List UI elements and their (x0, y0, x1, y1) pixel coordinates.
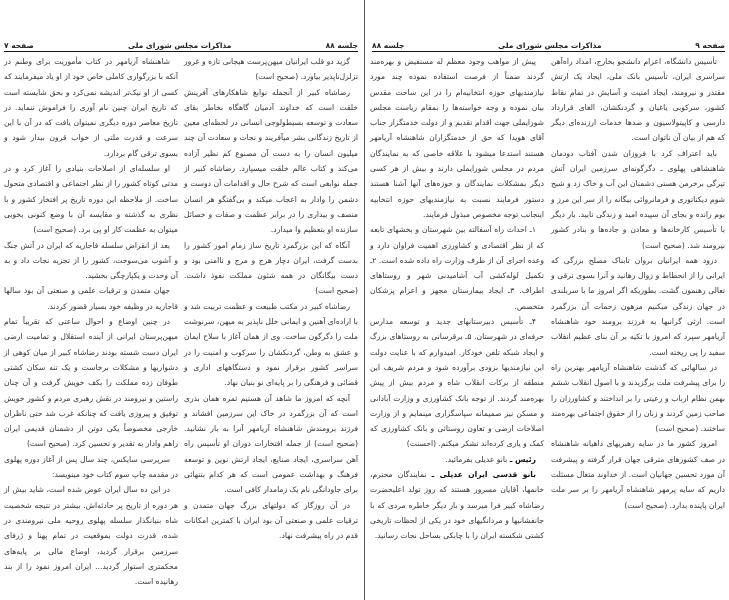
paragraph-text: در این ده سال ایران عوض شده است، شاید بیش از هر دوره از تاریخ پر حادثه‌اش. بیشتر در نتیجه شخصیت شاه بنیانگذار سلسله پهلوی روحیه ملی نیرومندی در شده، قدرت دولت بموقعیت در تمام پهنا و ژرفای سرزمین برقرار گردید، اوضاع مالی بر پایه‌های محکمتری استوار گردید... ایران امروز نمود را از بند رهانیده است. (4, 485, 178, 587)
paragraph (551, 253, 725, 360)
paragraph (4, 452, 178, 483)
paragraph (370, 467, 544, 543)
publication-title: مذاکرات مجلس شورای ملی (498, 41, 602, 50)
right-page (368, 0, 729, 600)
paragraph-text: نمایندگان محترم، خانمها، آقایان مسرور هستند که روز تولد اعلیحضرت رضاشاه کبیر فرا میرسد و بار دیگر خاطره مردی که با جانفشانیها و مردانگیهای خود در یکی از لحظات تاریخی کشتی شکسته ایران را با چابکی بساحل نجات رسانید. (370, 470, 544, 541)
speaker-name: رئیس ـ (509, 454, 536, 464)
paragraph-text: بانو عدیلی بفرمائید. (445, 454, 508, 464)
text-column-right (184, 54, 358, 544)
paragraph-text: در آن روزگار که دولتهای بزرگ جهان متمدن و ترقیات علمی و صنعتی آن بود ایران با کمترین امکانات قدم در راه پیشرفت نهاد. (184, 500, 358, 541)
text-column-left (4, 54, 178, 589)
paragraph-text: در چنین اوضاع و احوال ساعتی که تقریباً تمام میهن‌پرستان ایرانی از آینده استقلال و تمامیت ارضی ایران دست شسته بودند رضاشاه کبیر از میان کوهی از دشواریها و مشکلات برخاست و یک تنه سکان کشتی طوفان زده مملکت را بکف خویش گرفت و آن چنان راستین و نیرومند در نقش رهبری مردم و کشور خویش توفیق و پیروزی یافت که چنانکه غرب شد حتی ناظران خارجی مخصوصاً یکی دوتن از دشمنان قدیمی ایران راهم وادار به تقدیر و تحسین کرد. (صحیح است) (4, 317, 178, 449)
paragraph-text: امروز کشور ما در سایه رهبریهای داهیانه شاهنشاه در صف کشورهای مترقی جهان قرار گرفته و پیشرفت آن مورد تحسین جهانیان است. از خداوند متعال مسئلت داریم که سایه پرمهر شاهنشاه آریامهر را بر سر ملت ایران پاینده بدارد. (صحیح است) (551, 439, 725, 510)
paragraph (184, 498, 358, 544)
paragraph-text: سرپرسی سایکس، چند سال پس از آغاز دوره پهلوی در مقدمه چاپ سوم کتاب خود مینویسد: (4, 454, 178, 480)
paragraph (4, 238, 178, 284)
paragraph (370, 54, 544, 222)
paragraph (4, 314, 178, 452)
paragraph (551, 146, 725, 253)
paragraph-text: درود همه ایرانیان بروان تابناک مصلح بزرگی که ایرانی را از انحطاط و زوال رهانید و آنرا بسوی ترقی و تعالی رهنمون گشت. بطوریکه اگر امروز ما با سربلندی در جهان زندگی میکنیم مرهون زحمات آن بزرگمرد است. ارثی گرانبها به فرزند برومند خود شاهنشاه آریامهر سپرد که امروز با تکیه بر آن بنای عظیم انقلاب سفید را پی ریخته است. (551, 255, 725, 357)
paragraph (370, 222, 544, 314)
paragraph (184, 299, 358, 391)
paragraph-text: پیش از مواهب وجود معظم له مستفیض و بهره‌مند گردند ضمناً از فرصت استفاده نموده چند مورد نیازمندیهای حوزه انتخابیه‌ام را در این ساحت مقدس بیان نموده و وجه خواسته‌ها را بمقام ریاست مجلس شورایملی جهت اقدام تقدیم و از دولت خدمتگزار جناب آقای هویدا که حق از خدمتگزاران شاهنشاه آریامهر هستند استدعا میشود با علاقه خاصی که به نمایندگان مردم در مجلس شورایملی دارند و بیش از هر کسی دیگر بمشکلات نمایندگان و حوزه‌های آنها آشنا هستند دستور فرمایند نسبت به نیازمندیهای حوزه انتخابیه اینجانب توجه مخصوص مبذول فرمایند. (370, 57, 544, 219)
paragraph-text: ۴ـ تأسیس دبیرستانهای جدید و توسعه مدارس حرفه‌ای در شهرستان. ۵ـ برقرسانی به روستاهای بزرگ و ایجاد شبکه تلفن خودکار. امیدوارم که با عنایت دولت این نیازمندیها بزودی برآورده شود و مردم شریف این منطقه از برکات انقلاب شاه و مردم بیش از پیش بهره‌مند گردند. از توجه بانک کشاورزی و وزارت آبادانی و مسکن نیز صمیمانه سپاسگزاری مینمایم و از وزارت اصلاحات ارضی و تعاون روستائی و بانک کشاورزی که کمک و یاری کرده‌اند تشکر میکنم. (احسنت) (370, 317, 544, 449)
paragraph-text: شاهنشاه آریامهر در کتاب مأموریت برای وطنم در آنکه با بزرگواری کاملی خاص خود از او یاد میفرمایند که کسی از او نیک‌تر اندیشه نمی‌کرد و بحق شایسته است که تاریخ ایران چنین نام آوری را فراموش ننماید. در تاریخ معاصر دوره دیگری نمیتوان یافت که در آن با این سرعت و قدرت ملتی از خواب قرون بیدار شود و بسوی ترقی گام بردارد. (4, 57, 178, 158)
page-header (372, 38, 725, 52)
page-header (4, 38, 358, 52)
paragraph-text: گزید دو قلب ایرانیان میهن‌پرست هیجانی تازه و غرور تزلزل‌ناپذیر بیاورد. (صحیح است) (184, 57, 358, 82)
paragraph (551, 54, 725, 146)
paragraph (4, 161, 178, 237)
paragraph (184, 391, 358, 498)
paragraph (370, 452, 544, 467)
paragraph-text: تأسیس دانشگاه، اعزام دانشجو بخارج، امداد راه‌آهن سراسری ایران، تأسیس بانک ملی، ایجاد یک ارتش مقتدر و نیرومند، ایجاد امنیت و آسایش در تمام نقاط کشور، سرکوبی یاغیان و گردنکشان، الغای قرارداد دارسی و کاپیتولاسیون و صدها خدمات ارزنده‌ای دیگر که هم از بیان آن ناتوان است. (551, 57, 725, 143)
paragraph-text: ۱ـ احداث راه آسفالته بین شهرستان و بخشهای تابعه که از نظر اقتصادی و کشاورزی اهمیت فراوان دارد و وعده اجرای آن از طرف وزارت راه داده شده است. ۲ـ تکمیل لوله‌کشی آب آشامیدنی شهر و روستاهای اطراف. ۳ـ ایجاد بیمارستان مجهز و اعزام پزشکان متخصص. (370, 225, 544, 311)
paragraph (370, 314, 544, 452)
publication-title: مذاکرات مجلس شورای ملی (128, 41, 232, 50)
text-column-left (370, 54, 544, 544)
paragraph (551, 436, 725, 512)
text-column-right (551, 54, 725, 513)
paragraph (184, 85, 358, 238)
paragraph (184, 54, 358, 85)
paragraph (4, 283, 178, 314)
paragraph-text: آنچه که امروز ما شاهد آن هستیم ثمره همان بذری است که آن بزرگمرد در خاک این سرزمین افشاند و فرزند برومندش شاهنشاه آریامهر آنرا به بار نشانید. (صحیح است) از جمله افتخارات دوران او تأسیس راه آهن سراسری، ایجاد صنایع، ایجاد ارتش نوین و توسعه فرهنگ و بهداشت عمومی است که هر کدام بتنهائی برای جاودانگی نام یک زمامدار کافی است. (184, 393, 358, 495)
page-number: صفحه ۷ (4, 41, 34, 50)
paragraph (4, 482, 178, 589)
speaker-name: بانو قدسی ایران عدیلی ـ (431, 470, 537, 480)
paragraph-text: او سلسله‌ای از اصلاحات بنیادی را آغاز کرد و در مدتی کوتاه کشور را از نظر اجتماعی و اقتصادی متحول ساخت. از ملاحظه این دوره تاریخ پر افتخار کشور و با نظری به گذشته و مقایسه آن با وضع کنونی بخوبی میتوان به عظمت کار او پی برد. (صحیح است) (4, 164, 178, 235)
paragraph-text: باید اعتراف کرد با فروزان شدن آفتاب دودمان شاهنشاهی پهلوی ـ دگرگونه‌ای سرزمین ایران آتش تیرگی برخرمن هستی دشمنان این آب و خاک زد و شبح شوم دیکتاتوری و فرمانروائی بیگانه را از سر این مرز و بوم رانده و بجای آن سپیده امید و زندگی تابید. بار دیگر با تأسیس کارخانه‌ها و معادن و جاده‌ها و بنادر کشور نیرومند شد. (صحیح است) (551, 148, 725, 250)
session-number: جلسه ۸۸ (325, 41, 358, 50)
paragraph-text: رضاشاه کبیر از آنجمله نوابغ شاهکارهای آفرینش خلقت است که خداوند آدمیان گاهگاه بخاطر بقای سعادت و توسعه بسیطولوجی انسانی در لحظه‌ای معین از تاریخ زندگانی بشر میآفریند و نجات و سعادت آن چند میلیون انسان را به دست آن مصنوع کم نظیر آزاده می‌کند و کتاب عالم خلقت میسپارد. رضاشاه کبیر از جمله نوابغی است که شرح حال و اقدامات آن دوست و دشمن را وادار به اعجاب میکند و بی‌گفتگو هر انسان منصف و بیداری را در برابر عظمت و صفات و خصائل سازنده او بتعظیم وا میدارد. (184, 87, 358, 235)
paragraph-text: بعد از انقراض سلسله قاجاریه که ایران در آتش جنگ و آشوب می‌سوخت، کشور را از تجزیه نجات داد و به آن وحدت و یکپارچگی بخشید. (4, 240, 178, 281)
paragraph-text: آنگاه که این بزرگمرد تاریخ ساز زمام امور کشور را بدست گرفت، ایران دچار هرج و مرج و ناامنی بود و دست بیگانگان در همه شئون مملکت نفوذ داشت. (صحیح است) (184, 240, 358, 296)
session-number: جلسه ۸۸ (372, 41, 405, 50)
page-number: صفحه ۹ (695, 41, 725, 50)
left-page (0, 0, 362, 600)
paragraph (184, 238, 358, 299)
paragraph (4, 54, 178, 161)
page-gutter-divider (364, 0, 365, 600)
paragraph-text: رضاشاه کبیر در مکتب طبیعت و عظمت تربیت شد و با اراده‌ای آهنین و ایمانی خلل ناپذیر به میهن، سرنوشت ملت را دگرگون ساخت. وی از همان آغاز با سلاح ایمان و عشق به وطن، گردنکشان را سرکوب و امنیت را در سراسر کشور برقرار نمود و دستگاههای اداری و قضائی و فرهنگی را بر پایه‌ای نو بنیان نهاد. (184, 301, 358, 388)
paragraph (551, 360, 725, 436)
paragraph-text: در سالهائی که گذشت شاهنشاه آریامهر بهترین راه را برای پیشرفت ملت برگزیدند و با اصول انقلاب ششم بهمن نظام ارباب و رعیتی را بر انداختند و کشاورزان را صاحب زمین کردند و زنان را از حقوق اجتماعی بهره‌مند ساختند. (صحیح است) (551, 362, 725, 434)
paragraph-text: جهان متمدن و ترقیات علمی و صنعتی آن بود سالها قاجاریه در وظیفه خود بسیار قصور کردند. (4, 286, 178, 311)
